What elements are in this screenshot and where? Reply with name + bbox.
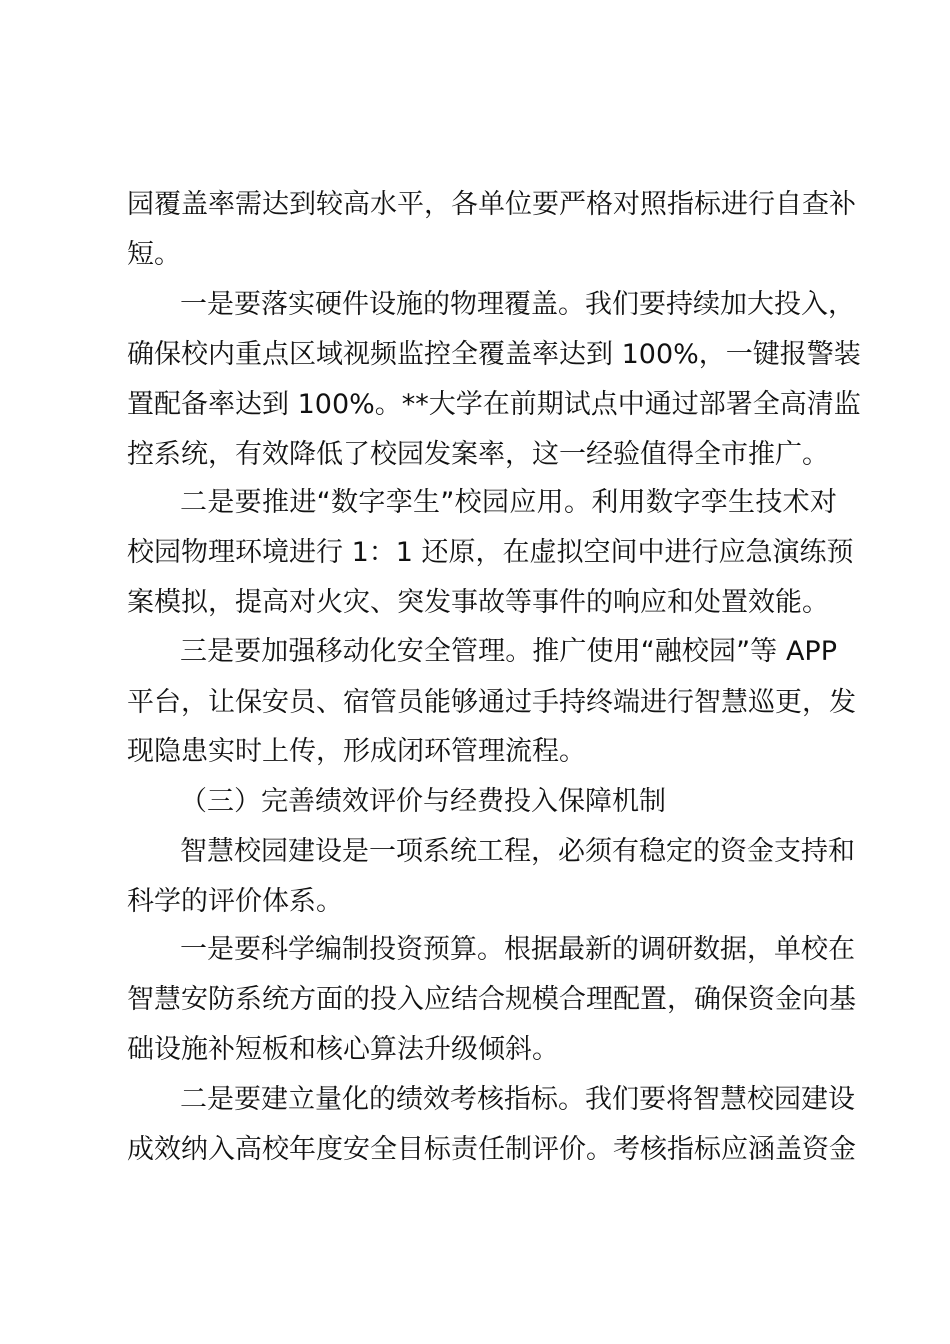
paragraph-line: 础设施补短板和核心算法升级倾斜。 (127, 1034, 559, 1065)
paragraph-line: 园覆盖率需达到较高水平，各单位要严格对照指标进行自查补 (127, 189, 856, 220)
paragraph-line: 科学的评价体系。 (127, 886, 343, 917)
paragraph-line: 智慧校园建设是一项系统工程，必须有稳定的资金支持和 (180, 836, 855, 867)
paragraph-line: 置配备率达到 100%。**大学在前期试点中通过部署全高清监 (127, 389, 861, 420)
paragraph-line: 案模拟，提高对火灾、突发事故等事件的响应和处置效能。 (127, 587, 829, 618)
paragraph-line: 三是要加强移动化安全管理。推广使用“融校园”等 APP (180, 636, 837, 667)
paragraph-line: 智慧安防系统方面的投入应结合规模合理配置，确保资金向基 (127, 984, 856, 1015)
paragraph-line: 控系统，有效降低了校园发案率，这一经验值得全市推广。 (127, 439, 829, 470)
paragraph-line: 一是要科学编制投资预算。根据最新的调研数据，单校在 (180, 934, 855, 965)
paragraph-line: 短。 (127, 239, 181, 270)
paragraph-line: 平台，让保安员、宿管员能够通过手持终端进行智慧巡更，发 (127, 687, 856, 718)
paragraph-line: 一是要落实硬件设施的物理覆盖。我们要持续加大投入， (180, 289, 855, 320)
paragraph-line: 成效纳入高校年度安全目标责任制评价。考核指标应涵盖资金 (127, 1134, 856, 1165)
paragraph-line: 确保校内重点区域视频监控全覆盖率达到 100%，一键报警装 (127, 339, 861, 370)
paragraph-line: 校园物理环境进行 1：1 还原，在虚拟空间中进行应急演练预 (127, 537, 854, 568)
paragraph-line: 现隐患实时上传，形成闭环管理流程。 (127, 736, 586, 767)
paragraph-line: 二是要建立量化的绩效考核指标。我们要将智慧校园建设 (180, 1084, 855, 1115)
section-heading: （三）完善绩效评价与经费投入保障机制 (180, 786, 666, 817)
paragraph-line: 二是要推进“数字孪生”校园应用。利用数字孪生技术对 (180, 487, 837, 518)
